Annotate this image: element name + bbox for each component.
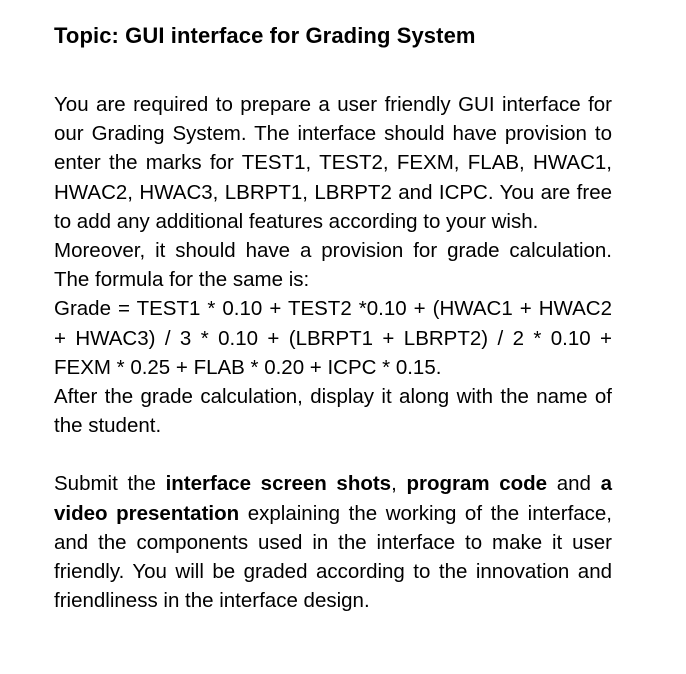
submit-text: Submit the: [54, 472, 166, 496]
submit-bold-screenshots: interface screen shots: [165, 472, 392, 496]
intro-paragraph: You are required to prepare a user friendly GUI interface for our Grading System. The interface should have provision to enter the marks for TEST1, TEST2, FEXM, FLAB, HWAC1, HWAC2, HWAC3, LBRPT1, LBRPT2 and ICPC. You are free to add any additional features according to your wish.: [54, 93, 612, 233]
submit-text: and: [547, 472, 601, 496]
display-paragraph: After the grade calculation, display it along with the name of the student.: [54, 385, 612, 438]
grade-intro-paragraph: Moreover, it should have a provision for grade calculation. The formula for the same is:: [54, 239, 612, 292]
document-page: [54, 20, 612, 615]
spacer: [54, 440, 612, 469]
submit-bold-code: program code: [406, 472, 548, 496]
formula-paragraph: Grade = TEST1 * 0.10 + TEST2 *0.10 + (HWAC1 + HWAC2 + HWAC3) / 3 * 0.10 + (LBRPT1 + LBRPT2) / 2 * 0.10 + FEXM * 0.25 + FLAB * 0.20 + ICPC * 0.15.: [54, 297, 612, 379]
spacer: [54, 52, 612, 90]
submit-text: ,: [391, 472, 407, 496]
submit-text: explaining the working of the interface, and the components used in the interface to make it user friendly. You will be graded according to the innovation and friendliness in the interface design.: [54, 501, 613, 613]
document-title: Topic: GUI interface for Grading System: [54, 23, 476, 48]
submit-paragraph: [54, 469, 612, 615]
submit-bold-video: a video presentation: [54, 472, 612, 525]
